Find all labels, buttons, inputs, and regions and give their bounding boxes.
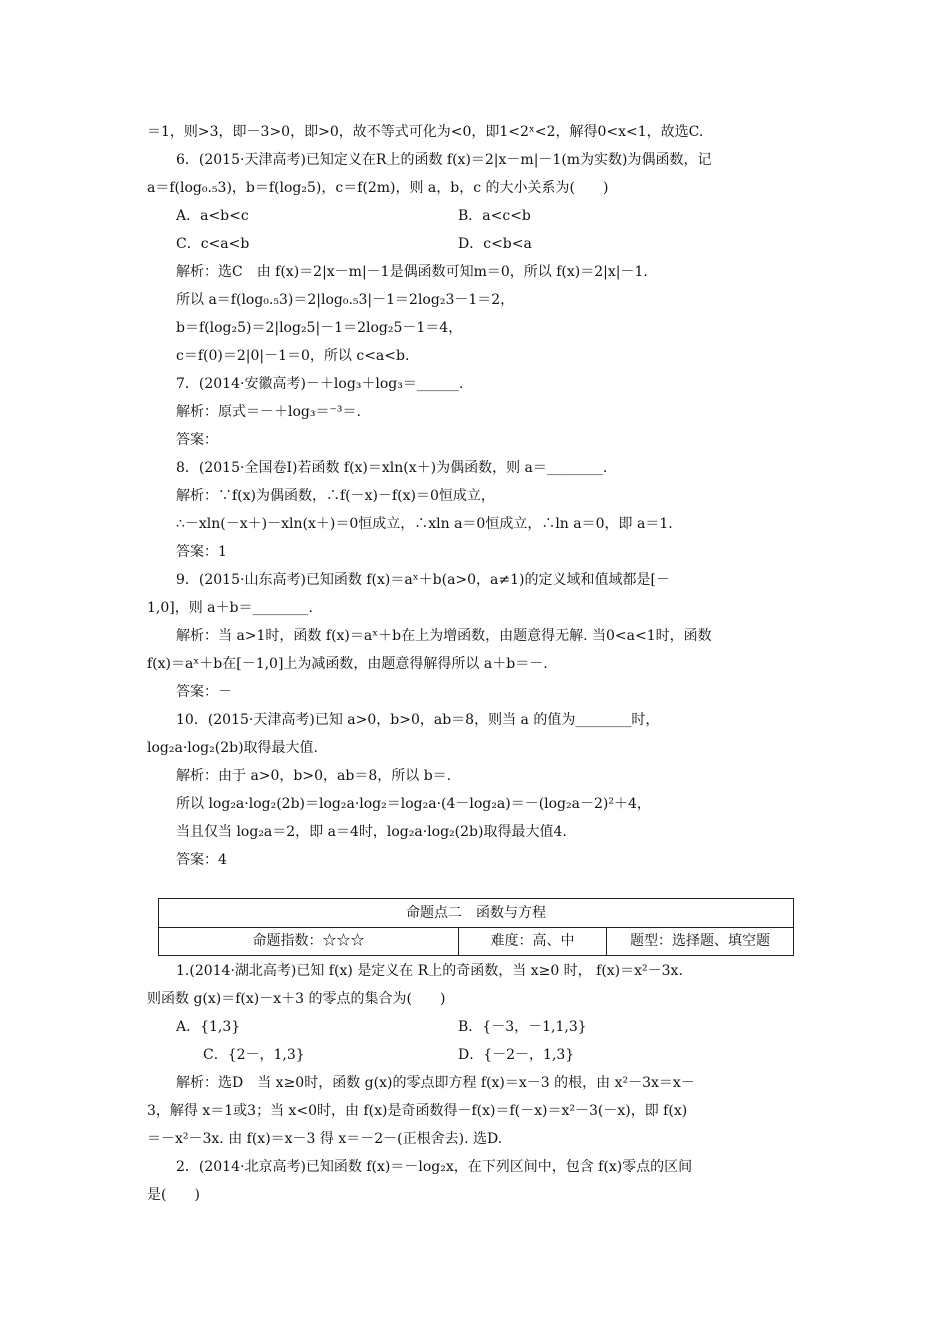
table-title: 命题点二 函数与方程 <box>159 899 793 928</box>
option-b: B．{－3，－1,1,3} <box>458 1019 587 1035</box>
option-d: D．{－2－，1,3} <box>458 1047 575 1063</box>
table-row <box>159 928 793 956</box>
solution-line: 解析：原式＝－＋log₃＝⁻³＝. <box>176 404 361 420</box>
option-d: D．c<b<a <box>458 236 532 252</box>
text-line: ＝1，则>3，即－3>0，即>0，故不等式可化为<0，即1<2ˣ<2，解得0<x<1，故选C. <box>147 124 704 140</box>
solution-line: 3，解得 x＝1或3；当 x<0时，由 f(x)是奇函数得－f(x)＝f(－x)＝x²－3(－x)，即 f(x) <box>147 1103 688 1119</box>
table-cell-difficulty: 难度：高、中 <box>459 928 607 956</box>
question-2: 2．(2014·北京高考)已知函数 f(x)＝－log₂x，在下列区间中，包含 f(x)零点的区间 <box>176 1159 693 1175</box>
answer-line: 答案：－ <box>176 684 232 700</box>
topic-table <box>158 898 794 956</box>
text-line: log₂a·log₂(2b)取得最大值. <box>147 740 319 756</box>
option-a: A．{1,3} <box>176 1019 241 1035</box>
solution-line: 解析：当 a>1时，函数 f(x)＝aˣ＋b在上为增函数，由题意得无解. 当0<a<1时，函数 <box>176 628 712 644</box>
question-1: 1.(2014·湖北高考)已知 f(x) 是定义在 R上的奇函数，当 x≥0 时， f(x)＝x²－3x. <box>176 963 683 979</box>
solution-line: 当且仅当 log₂a＝2，即 a＝4时，log₂a·log₂(2b)取得最大值4. <box>176 824 567 840</box>
option-c: C．c<a<b <box>176 236 250 252</box>
text-line: a＝f(log₀.₅3)，b＝f(log₂5)，c＝f(2m)，则 a，b，c 的大小关系为( ) <box>147 180 609 196</box>
question-9: 9．(2015·山东高考)已知函数 f(x)＝aˣ＋b(a>0，a≠1)的定义域和值域都是[－ <box>176 572 670 588</box>
option-b: B．a<c<b <box>458 208 531 224</box>
text-line: 是( ) <box>147 1187 200 1203</box>
solution-line: 所以 a＝f(log₀.₅3)＝2|log₀.₅3|－1＝2log₂3－1＝2， <box>176 292 515 308</box>
answer-line: 答案：1 <box>176 544 227 560</box>
text-line: 则函数 g(x)＝f(x)－x＋3 的零点的集合为( ) <box>147 991 446 1007</box>
question-8: 8．(2015·全国卷Ⅰ)若函数 f(x)＝xln(x＋)为偶函数，则 a＝________. <box>176 460 608 476</box>
question-7: 7．(2014·安徽高考)－＋log₃＋log₃＝______. <box>176 376 464 392</box>
table-cell-type: 题型：选择题、填空题 <box>630 933 770 949</box>
solution-line: 解析：选C 由 f(x)＝2|x－m|－1是偶函数可知m＝0，所以 f(x)＝2|x|－1. <box>176 264 648 280</box>
question-6: 6．(2015·天津高考)已知定义在R上的函数 f(x)＝2|x－m|－1(m为实数)为偶函数，记 <box>176 152 712 168</box>
solution-line: 解析：∵f(x)为偶函数，∴f(－x)－f(x)＝0恒成立， <box>176 488 495 504</box>
solution-line: c＝f(0)＝2|0|－1＝0，所以 c<a<b. <box>176 348 410 364</box>
solution-line: 所以 log₂a·log₂(2b)＝log₂a·log₂＝log₂a·(4－log₂a)＝－(log₂a－2)²＋4， <box>176 796 651 812</box>
option-c: C．{2－，1,3} <box>203 1047 305 1063</box>
solution-line: 解析：选D 当 x≥0时，函数 g(x)的零点即方程 f(x)＝x－3 的根，由 x²－3x＝x－ <box>176 1075 695 1091</box>
solution-line: ∴－xln(－x＋)－xln(x＋)＝0恒成立，∴xln a＝0恒成立，∴ln a＝0，即 a＝1. <box>176 516 673 532</box>
solution-line: b＝f(log₂5)＝2|log₂5|－1＝2log₂5－1＝4， <box>176 320 463 336</box>
answer-line: 答案： <box>176 432 218 448</box>
solution-line: 解析：由于 a>0，b>0，ab＝8，所以 b＝. <box>176 768 452 784</box>
option-a: A．a<b<c <box>176 208 249 224</box>
text-line: 1,0]，则 a＋b＝________. <box>147 600 313 616</box>
question-10: 10．(2015·天津高考)已知 a>0，b>0，ab＝8，则当 a 的值为________时， <box>176 712 660 728</box>
table-cell-index: 命题指数：☆☆☆ <box>159 928 459 956</box>
solution-line: f(x)＝aˣ＋b在[－1,0]上为减函数，由题意得解得所以 a＋b＝－. <box>147 656 548 672</box>
solution-line: ＝－x²－3x. 由 f(x)＝x－3 得 x＝－2－(正根舍去). 选D. <box>147 1131 503 1147</box>
answer-line: 答案：4 <box>176 852 227 868</box>
